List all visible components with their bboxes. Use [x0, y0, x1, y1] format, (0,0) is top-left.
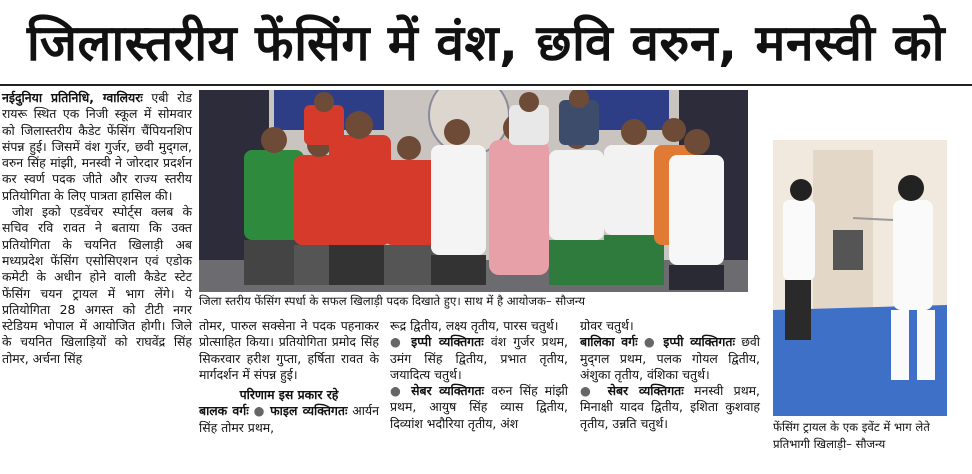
article-column-1 — [2, 90, 192, 367]
photo-caption: जिला स्तरीय फेंसिंग स्पर्धा के सफल खिलाड़ी पदक दिखाते हुए। साथ में है आयोजक– सौजन्य — [199, 294, 585, 308]
paragraph-1 — [2, 90, 192, 204]
girls-epee-result — [580, 334, 760, 383]
byline: नईदुनिया प्रतिनिधि, ग्वालियरः — [2, 90, 143, 105]
girls-sabre-label: सेबर व्यक्तिगतः — [607, 383, 684, 399]
bullet-icon: ● — [253, 403, 266, 419]
fencing-photo-image — [773, 90, 947, 416]
article-column-4 — [580, 318, 760, 432]
girls-epee-label: इप्पी व्यक्तिगतः — [663, 334, 735, 350]
girls-sabre-result — [580, 383, 760, 432]
paragraph-2: जोश इको एडवेंचर स्पोर्ट्स क्लब के सचिव रवि रावत ने बताया कि उक्त प्रतियोगिता के चयनित खिलाड़ी अब मध्यप्रदेश फेंसिंग एसोसिएशन एवं एडोक कमेटी के अधीन होने वाली कैडेट स्टेट फेंसिंग चयन ट्रायल में भाग लेंगे। ये प्रतियोगिता 28 अगस्त को टीटी नगर स्टेडियम भोपाल में आयोजित होगी। जिले के चयनित खिलाड़ियों को राघवेंद्र सिंह तोमर, अर्चना सिंह — [2, 204, 192, 366]
sabre-results-continued: ग्रोवर चतुर्थ। — [580, 318, 634, 333]
foil-label: फाइल व्यक्तिगतः — [270, 403, 348, 419]
boys-epee-result — [390, 334, 568, 383]
bullet-icon: ● — [643, 334, 658, 350]
group-photo — [199, 90, 748, 292]
group-photo-image — [199, 90, 748, 292]
results-subhead: परिणाम इस प्रकार रहे — [239, 387, 339, 403]
sabre-label: सेबर व्यक्तिगतः — [411, 383, 485, 399]
boys-foil-result — [199, 403, 379, 436]
girls-sabre-results: मनस्वी प्रथम, मिनाक्षी यादव द्वितीय, इशिता कुशवाह तृतीय, उन्नति चतुर्थ। — [580, 383, 760, 431]
headline: जिलास्तरीय फेंसिंग में वंश, छवि वरुन, मनस्वी को — [26, 14, 946, 72]
epee-label: इप्पी व्यक्तिगतः — [411, 334, 484, 350]
epee-results: वंश गुर्जर प्रथम, उमंग सिंह द्वितीय, प्रभात तृतीय, जयादित्य चतुर्थ। — [390, 334, 568, 382]
article-column-2 — [199, 318, 379, 436]
fencing-photo — [773, 90, 947, 416]
boys-category-label: बालक वर्गः — [199, 403, 249, 419]
boys-sabre-result — [390, 383, 568, 432]
paragraph-1-text: एबी रोड रायरू स्थित एक निजी स्कूल में सोमवार को जिलास्तरीय कैडेट फेंसिंग चैंपियनशिप संपन्न हुई। जिसमें वंश गुर्जर, छवी मुद्‌गल, वरुन सिंह मांझी, मनस्वी ने जोरदार प्रदर्शन कर स्वर्ण पदक जीते और राज्य स्तरीय प्रतियोगिता के लिए पात्रता हासिल की। — [2, 90, 192, 203]
foil-results-continued: रूद्र द्वितीय, लक्ष्य तृतीय, पारस चतुर्थ। — [390, 318, 559, 333]
article-column-3 — [390, 318, 568, 432]
paragraph-3: तोमर, पारुल सक्सेना ने पदक पहनाकर प्रोत्साहित किया। प्रतियोगिता प्रमोद सिंह सिकरवार हरीश गुप्ता, हर्षिता रावत के मार्गदर्शन में संपन्न हुई। — [199, 318, 379, 382]
bullet-icon: ● — [390, 383, 405, 399]
girls-epee-results: छवी मुद्‌गल प्रथम, पलक गोयल द्वितीय, अंशुका तृतीय, वंशिका चतुर्थ। — [580, 334, 760, 382]
bullet-icon: ● — [390, 334, 405, 350]
foil-results: आर्यन सिंह तोमर प्रथम, — [199, 403, 379, 435]
girls-category-label: बालिका वर्गः — [580, 334, 638, 350]
fencing-photo-caption: फेंसिंग ट्रायल के एक इवेंट में भाग लेते प्रतिभागी खिलाड़ी– सौजन्य — [773, 420, 930, 451]
sabre-results: वरुन सिंह मांझी प्रथम, आयुष सिंह व्यास द्वितीय, दिव्यांश भदौरिया तृतीय, अंश — [390, 383, 568, 431]
bullet-icon: ● — [580, 383, 598, 399]
divider — [0, 84, 972, 86]
